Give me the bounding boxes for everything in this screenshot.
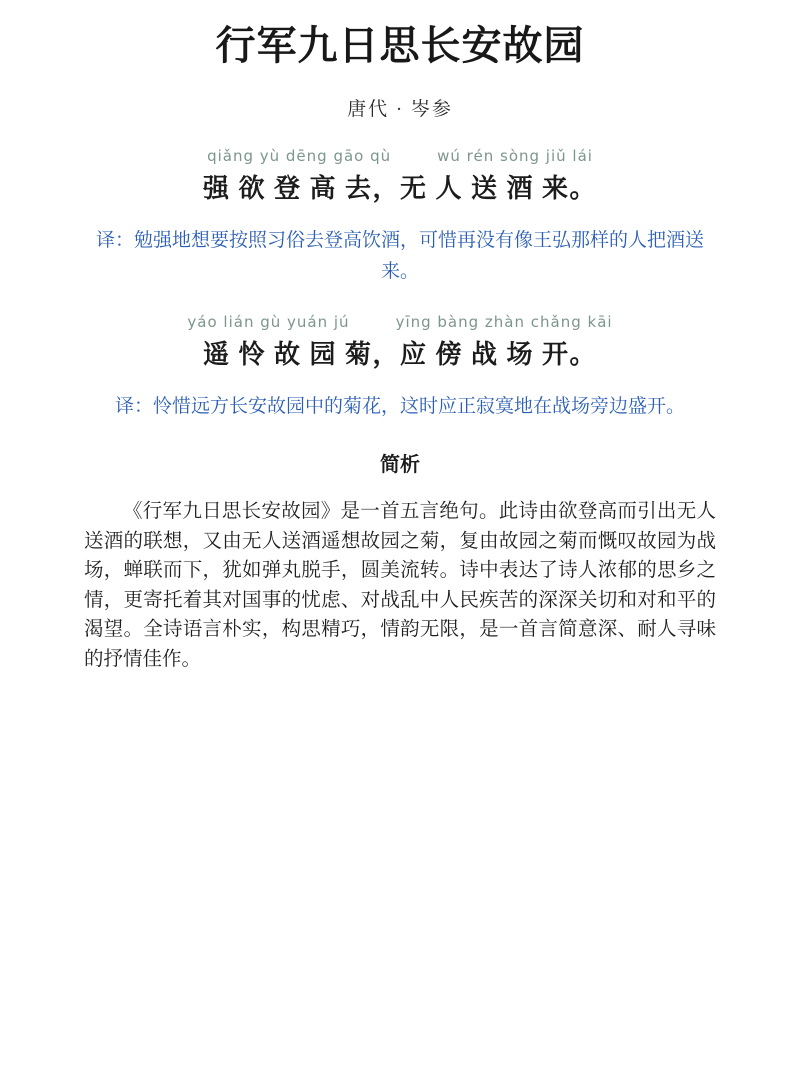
- pinyin-second-half: yīng bàng zhàn chǎng kāi: [395, 313, 613, 331]
- poem-title: 行军九日思长安故园: [215, 23, 585, 68]
- analysis-header: 简析: [380, 454, 420, 476]
- translation-1-line-1: 译：勉强地想要按照习俗去登高饮酒，可惜再没有像王弘那样的人把酒送: [95, 230, 704, 251]
- document-page: [84, 0, 716, 674]
- pinyin-line-1: [84, 147, 716, 165]
- analysis-paragraph: 《行军九日思长安故园》是一首五言绝句。此诗由欲登高而引出无人送酒的联想，又由无人送酒遥想故园之菊，复由故园之菊而慨叹故园为战场，蝉联而下，犹如弹丸脱手，圆美流转。诗中表达了诗人浓郁的思乡之情，更寄托着其对国事的忧虑、对战乱中人民疾苦的深深关切和对和平的渴望。全诗语言朴实，构思精巧，情韵无限，是一首言简意深、耐人寻味的抒情佳作。: [84, 501, 716, 670]
- author-line: 唐代 · 岑参: [347, 99, 453, 120]
- verse-line-2: 遥 怜 故 园 菊，应 傍 战 场 开。: [202, 340, 597, 369]
- stanza-2: [84, 313, 716, 371]
- verse-line-1: 强 欲 登 高 去，无 人 送 酒 来。: [202, 174, 597, 203]
- pinyin-line-2: [84, 313, 716, 331]
- translation-2-line-1: 译：怜惜远方长安故园中的菊花，这时应正寂寞地在战场旁边盛开。: [114, 396, 685, 417]
- translation-1: [84, 225, 716, 287]
- stanza-1: [84, 147, 716, 205]
- pinyin-first-half: yáo lián gù yuán jú: [187, 313, 350, 331]
- translation-2: [84, 391, 716, 422]
- pinyin-first-half: qiǎng yù dēng gāo qù: [207, 147, 392, 165]
- pinyin-second-half: wú rén sòng jiǔ lái: [437, 147, 593, 165]
- translation-1-line-2: 来。: [380, 261, 419, 282]
